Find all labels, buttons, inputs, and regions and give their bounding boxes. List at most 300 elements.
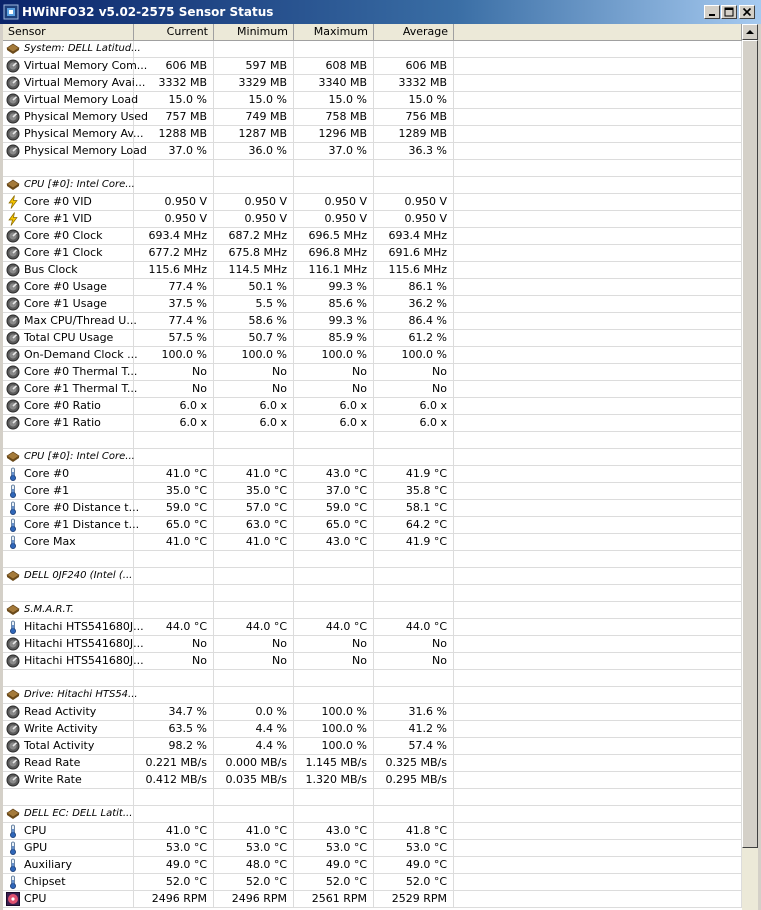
- maximum-value: 696.5 MHz: [294, 228, 374, 245]
- sensor-row[interactable]: [3, 874, 742, 891]
- minimum-value: 0.950 V: [214, 194, 294, 211]
- minimum-value: 44.0 °C: [214, 619, 294, 636]
- sensor-row[interactable]: [3, 517, 742, 534]
- filler-cell: [454, 857, 742, 874]
- column-header-current[interactable]: Current: [134, 24, 214, 41]
- empty-cell: [374, 160, 454, 177]
- group-label: CPU [#0]: Intel Core...: [24, 451, 135, 462]
- filler-cell: [454, 534, 742, 551]
- sensor-rows: [3, 41, 742, 908]
- sensor-label: Hitachi HTS541680J...: [24, 620, 144, 633]
- arrow-up-icon: [743, 25, 757, 39]
- maximize-icon: [724, 7, 734, 17]
- thermometer-icon: [6, 467, 20, 481]
- sensor-group-row[interactable]: [3, 41, 742, 58]
- average-value: 0.295 MB/s: [374, 772, 454, 789]
- sensor-row[interactable]: [3, 772, 742, 789]
- scroll-thumb[interactable]: [742, 40, 758, 848]
- sensor-row[interactable]: [3, 483, 742, 500]
- maximum-value: 100.0 %: [294, 738, 374, 755]
- filler-cell: [454, 874, 742, 891]
- average-value: 606 MB: [374, 58, 454, 75]
- sensor-row[interactable]: [3, 228, 742, 245]
- sensor-label: Core #0: [24, 467, 70, 480]
- current-value: No: [134, 653, 214, 670]
- empty-cell: [374, 568, 454, 585]
- empty-cell: [214, 806, 294, 823]
- sensor-label: Total CPU Usage: [24, 331, 114, 344]
- filler-cell: [454, 636, 742, 653]
- empty-cell: [134, 551, 214, 568]
- minimum-value: No: [214, 381, 294, 398]
- sensor-label: Core Max: [24, 535, 76, 548]
- sensor-name-cell: [3, 143, 147, 160]
- filler-cell: [454, 364, 742, 381]
- filler-cell: [454, 194, 742, 211]
- empty-cell: [214, 670, 294, 687]
- sensor-name-cell: [3, 330, 134, 347]
- maximum-value: 65.0 °C: [294, 517, 374, 534]
- sensor-label: Auxiliary: [24, 858, 72, 871]
- group-label: S.M.A.R.T.: [24, 604, 74, 615]
- filler-cell: [454, 772, 742, 789]
- filler-cell: [454, 585, 742, 602]
- filler-cell: [454, 126, 742, 143]
- empty-cell: [294, 177, 374, 194]
- sensor-group-row[interactable]: [3, 449, 742, 466]
- group-label-cell: [3, 568, 134, 585]
- minimum-value: 35.0 °C: [214, 483, 294, 500]
- current-value: 6.0 x: [134, 398, 214, 415]
- maximum-value: No: [294, 364, 374, 381]
- filler-cell: [454, 755, 742, 772]
- empty-cell: [374, 602, 454, 619]
- sensor-name-cell: [3, 381, 138, 398]
- hwinfo-app-icon: [3, 4, 19, 20]
- filler-cell: [454, 313, 742, 330]
- sensor-row[interactable]: [3, 75, 742, 92]
- sensor-name-cell: [3, 245, 134, 262]
- sensor-list-view[interactable]: [3, 24, 758, 910]
- chip-icon: [6, 42, 20, 56]
- average-value: 41.2 %: [374, 721, 454, 738]
- empty-cell: [214, 41, 294, 58]
- spacer-row: [3, 432, 742, 449]
- empty-cell: [374, 670, 454, 687]
- sensor-label: Core #0 Clock: [24, 229, 103, 242]
- sensor-group-row[interactable]: [3, 568, 742, 585]
- maximum-value: 49.0 °C: [294, 857, 374, 874]
- maximum-value: 6.0 x: [294, 398, 374, 415]
- voltage-icon: [6, 195, 20, 209]
- empty-cell: [294, 568, 374, 585]
- empty-cell: [294, 432, 374, 449]
- column-header-average[interactable]: Average: [374, 24, 454, 41]
- average-value: 36.3 %: [374, 143, 454, 160]
- filler-cell: [454, 109, 742, 126]
- empty-cell: [3, 789, 134, 806]
- current-value: 606 MB: [134, 58, 214, 75]
- thermometer-icon: [6, 824, 20, 838]
- current-value: 37.0 %: [134, 143, 214, 160]
- filler-cell: [454, 517, 742, 534]
- sensor-row[interactable]: [3, 381, 742, 398]
- minimum-value: 749 MB: [214, 109, 294, 126]
- sensor-row[interactable]: [3, 58, 742, 75]
- sensor-row[interactable]: [3, 534, 742, 551]
- sensor-label: Virtual Memory Avai...: [24, 76, 146, 89]
- sensor-row[interactable]: [3, 755, 742, 772]
- minimum-value: 15.0 %: [214, 92, 294, 109]
- filler-cell: [454, 602, 742, 619]
- maximum-value: 6.0 x: [294, 415, 374, 432]
- maximum-value: 37.0 %: [294, 143, 374, 160]
- average-value: 2529 RPM: [374, 891, 454, 908]
- gauge-icon: [6, 654, 20, 668]
- maximum-value: 37.0 °C: [294, 483, 374, 500]
- gauge-icon: [6, 348, 20, 362]
- sensor-name-cell: [3, 415, 134, 432]
- empty-cell: [134, 585, 214, 602]
- filler-cell: [454, 143, 742, 160]
- sensor-name-cell: [3, 517, 140, 534]
- sensor-label: CPU: [24, 892, 47, 905]
- average-value: 756 MB: [374, 109, 454, 126]
- empty-cell: [214, 449, 294, 466]
- empty-cell: [3, 670, 134, 687]
- current-value: 115.6 MHz: [134, 262, 214, 279]
- sensor-row[interactable]: [3, 330, 742, 347]
- current-value: 41.0 °C: [134, 823, 214, 840]
- minimum-value: 100.0 %: [214, 347, 294, 364]
- filler-cell: [454, 211, 742, 228]
- column-header-minimum[interactable]: Minimum: [214, 24, 294, 41]
- empty-cell: [374, 551, 454, 568]
- sensor-row[interactable]: [3, 109, 742, 126]
- sensor-row[interactable]: [3, 415, 742, 432]
- sensor-name-cell: [3, 891, 134, 908]
- group-label-cell: [3, 602, 134, 619]
- maximum-value: 15.0 %: [294, 92, 374, 109]
- average-value: 3332 MB: [374, 75, 454, 92]
- sensor-row[interactable]: [3, 721, 742, 738]
- empty-cell: [214, 602, 294, 619]
- sensor-row[interactable]: [3, 500, 742, 517]
- sensor-row[interactable]: [3, 279, 742, 296]
- average-value: 57.4 %: [374, 738, 454, 755]
- current-value: No: [134, 364, 214, 381]
- filler-cell: [454, 398, 742, 415]
- gauge-icon: [6, 314, 20, 328]
- current-value: 0.950 V: [134, 211, 214, 228]
- maximum-value: 1.145 MB/s: [294, 755, 374, 772]
- maximum-value: 52.0 °C: [294, 874, 374, 891]
- sensor-label: Virtual Memory Com...: [24, 59, 148, 72]
- average-value: 41.9 °C: [374, 534, 454, 551]
- minimum-value: 675.8 MHz: [214, 245, 294, 262]
- sensor-name-cell: [3, 840, 134, 857]
- average-value: 64.2 °C: [374, 517, 454, 534]
- minimum-value: 114.5 MHz: [214, 262, 294, 279]
- sensor-row[interactable]: [3, 211, 742, 228]
- spacer-row: [3, 160, 742, 177]
- sensor-row[interactable]: [3, 262, 742, 279]
- sensor-label: Core #1 Usage: [24, 297, 107, 310]
- sensor-name-cell: [3, 857, 134, 874]
- voltage-icon: [6, 212, 20, 226]
- current-value: 37.5 %: [134, 296, 214, 313]
- window-title: HWiNFO32 v5.02-2575 Sensor Status: [22, 5, 274, 19]
- empty-cell: [134, 432, 214, 449]
- filler-cell: [454, 245, 742, 262]
- sensor-name-cell: [3, 279, 134, 296]
- thermometer-icon: [6, 875, 20, 889]
- current-value: 65.0 °C: [134, 517, 214, 534]
- current-value: 49.0 °C: [134, 857, 214, 874]
- gauge-icon: [6, 110, 20, 124]
- sensor-row[interactable]: [3, 840, 742, 857]
- group-label-cell: [3, 41, 141, 58]
- sensor-row[interactable]: [3, 619, 742, 636]
- sensor-row[interactable]: [3, 823, 742, 840]
- minimum-value: No: [214, 636, 294, 653]
- minimum-value: 58.6 %: [214, 313, 294, 330]
- sensor-name-cell: [3, 772, 134, 789]
- gauge-icon: [6, 93, 20, 107]
- sensor-label: Write Rate: [24, 773, 82, 786]
- empty-cell: [134, 568, 214, 585]
- column-header-maximum[interactable]: Maximum: [294, 24, 374, 41]
- average-value: 36.2 %: [374, 296, 454, 313]
- thermometer-icon: [6, 501, 20, 515]
- current-value: 100.0 %: [134, 347, 214, 364]
- empty-cell: [294, 449, 374, 466]
- empty-cell: [134, 41, 214, 58]
- gauge-icon: [6, 59, 20, 73]
- sensor-label: Bus Clock: [24, 263, 78, 276]
- gauge-icon: [6, 144, 20, 158]
- empty-cell: [374, 41, 454, 58]
- current-value: 757 MB: [134, 109, 214, 126]
- empty-cell: [214, 585, 294, 602]
- filler-cell: [454, 381, 742, 398]
- maximum-value: 59.0 °C: [294, 500, 374, 517]
- maximum-value: 3340 MB: [294, 75, 374, 92]
- minimum-value: 50.7 %: [214, 330, 294, 347]
- sensor-group-row[interactable]: [3, 687, 742, 704]
- sensor-row[interactable]: [3, 92, 742, 109]
- sensor-group-row[interactable]: [3, 602, 742, 619]
- filler-cell: [454, 704, 742, 721]
- sensor-name-cell: [3, 704, 134, 721]
- current-value: 77.4 %: [134, 279, 214, 296]
- sensor-label: CPU: [24, 824, 47, 837]
- scroll-up-button[interactable]: [742, 24, 758, 40]
- sensor-row[interactable]: [3, 245, 742, 262]
- filler-cell: [454, 41, 742, 58]
- empty-cell: [294, 670, 374, 687]
- group-label: Drive: Hitachi HTS54...: [24, 689, 138, 700]
- thermometer-icon: [6, 858, 20, 872]
- spacer-row: [3, 551, 742, 568]
- sensor-row[interactable]: [3, 364, 742, 381]
- filler-cell: [454, 228, 742, 245]
- chip-icon: [6, 450, 20, 464]
- empty-cell: [294, 602, 374, 619]
- sensor-label: Core #0 Thermal T...: [24, 365, 138, 378]
- gauge-icon: [6, 382, 20, 396]
- filler-cell: [454, 58, 742, 75]
- sensor-name-cell: [3, 398, 134, 415]
- empty-cell: [374, 687, 454, 704]
- filler-cell: [454, 449, 742, 466]
- sensor-label: Chipset: [24, 875, 66, 888]
- gauge-icon: [6, 229, 20, 243]
- sensor-row[interactable]: [3, 466, 742, 483]
- average-value: 100.0 %: [374, 347, 454, 364]
- sensor-row[interactable]: [3, 194, 742, 211]
- sensor-row[interactable]: [3, 653, 742, 670]
- minimum-value: 5.5 %: [214, 296, 294, 313]
- empty-cell: [374, 449, 454, 466]
- minimum-value: 53.0 °C: [214, 840, 294, 857]
- sensor-group-row[interactable]: [3, 177, 742, 194]
- column-header-sensor[interactable]: Sensor: [3, 24, 134, 41]
- group-label-cell: [3, 177, 134, 194]
- sensor-group-row[interactable]: [3, 806, 742, 823]
- filler-cell: [454, 687, 742, 704]
- sensor-name-cell: [3, 874, 134, 891]
- sensor-name-cell: [3, 296, 134, 313]
- gauge-icon: [6, 127, 20, 141]
- close-button[interactable]: [739, 5, 755, 19]
- filler-cell: [454, 653, 742, 670]
- sensor-row[interactable]: [3, 296, 742, 313]
- sensor-name-cell: [3, 534, 134, 551]
- current-value: 98.2 %: [134, 738, 214, 755]
- minimum-value: 4.4 %: [214, 738, 294, 755]
- current-value: 44.0 °C: [134, 619, 214, 636]
- filler-cell: [454, 415, 742, 432]
- sensor-name-cell: [3, 109, 149, 126]
- spacer-row: [3, 585, 742, 602]
- chip-icon: [6, 807, 20, 821]
- maximum-value: No: [294, 636, 374, 653]
- filler-cell: [454, 568, 742, 585]
- gauge-icon: [6, 756, 20, 770]
- sensor-name-cell: [3, 738, 134, 755]
- average-value: 6.0 x: [374, 415, 454, 432]
- minimize-button[interactable]: [704, 5, 720, 19]
- average-value: 86.4 %: [374, 313, 454, 330]
- current-value: 3332 MB: [134, 75, 214, 92]
- sensor-row[interactable]: [3, 313, 742, 330]
- minimum-value: 3329 MB: [214, 75, 294, 92]
- sensor-row[interactable]: [3, 398, 742, 415]
- group-label: System: DELL Latitud...: [24, 43, 141, 54]
- chip-icon: [6, 688, 20, 702]
- maximum-value: 758 MB: [294, 109, 374, 126]
- empty-cell: [294, 789, 374, 806]
- empty-cell: [294, 41, 374, 58]
- gauge-icon: [6, 773, 20, 787]
- minimum-value: 63.0 °C: [214, 517, 294, 534]
- sensor-row[interactable]: [3, 636, 742, 653]
- sensor-label: Core #0 Usage: [24, 280, 107, 293]
- title-bar[interactable]: [0, 0, 761, 24]
- average-value: 1289 MB: [374, 126, 454, 143]
- maximum-value: 44.0 °C: [294, 619, 374, 636]
- sensor-name-cell: [3, 194, 134, 211]
- sensor-row[interactable]: [3, 704, 742, 721]
- sensor-row[interactable]: [3, 347, 742, 364]
- minimum-value: 41.0 °C: [214, 534, 294, 551]
- filler-cell: [454, 466, 742, 483]
- average-value: 6.0 x: [374, 398, 454, 415]
- minimum-value: 41.0 °C: [214, 823, 294, 840]
- fan-icon: [6, 892, 20, 906]
- minimum-value: 4.4 %: [214, 721, 294, 738]
- current-value: 693.4 MHz: [134, 228, 214, 245]
- average-value: 44.0 °C: [374, 619, 454, 636]
- thermometer-icon: [6, 535, 20, 549]
- group-label: DELL 0JF240 (Intel (...: [24, 570, 133, 581]
- sensor-name-cell: [3, 211, 134, 228]
- empty-cell: [294, 551, 374, 568]
- maximum-value: 43.0 °C: [294, 823, 374, 840]
- filler-cell: [454, 891, 742, 908]
- empty-cell: [374, 789, 454, 806]
- chip-icon: [6, 178, 20, 192]
- gauge-icon: [6, 416, 20, 430]
- empty-cell: [134, 177, 214, 194]
- sensor-label: Hitachi HTS541680J...: [24, 637, 144, 650]
- sensor-row[interactable]: [3, 143, 742, 160]
- maximum-value: 696.8 MHz: [294, 245, 374, 262]
- sensor-label: Core #0 Ratio: [24, 399, 101, 412]
- sensor-name-cell: [3, 500, 140, 517]
- sensor-row[interactable]: [3, 891, 742, 908]
- sensor-row[interactable]: [3, 738, 742, 755]
- column-header-filler: [454, 24, 742, 41]
- empty-cell: [3, 160, 134, 177]
- current-value: 0.221 MB/s: [134, 755, 214, 772]
- filler-cell: [454, 840, 742, 857]
- current-value: No: [134, 381, 214, 398]
- gauge-icon: [6, 399, 20, 413]
- vertical-scrollbar[interactable]: [742, 24, 758, 910]
- maximum-value: No: [294, 381, 374, 398]
- empty-cell: [294, 806, 374, 823]
- maximize-button[interactable]: [721, 5, 737, 19]
- minimum-value: 687.2 MHz: [214, 228, 294, 245]
- sensor-label: GPU: [24, 841, 48, 854]
- current-value: 34.7 %: [134, 704, 214, 721]
- maximum-value: 43.0 °C: [294, 534, 374, 551]
- minimum-value: 48.0 °C: [214, 857, 294, 874]
- current-value: 63.5 %: [134, 721, 214, 738]
- group-label-cell: [3, 806, 134, 823]
- gauge-icon: [6, 280, 20, 294]
- average-value: 35.8 °C: [374, 483, 454, 500]
- empty-cell: [134, 449, 214, 466]
- sensor-label: Core #1 VID: [24, 212, 92, 225]
- sensor-row[interactable]: [3, 126, 742, 143]
- sensor-row[interactable]: [3, 857, 742, 874]
- sensor-name-cell: [3, 228, 134, 245]
- gauge-icon: [6, 365, 20, 379]
- thermometer-icon: [6, 518, 20, 532]
